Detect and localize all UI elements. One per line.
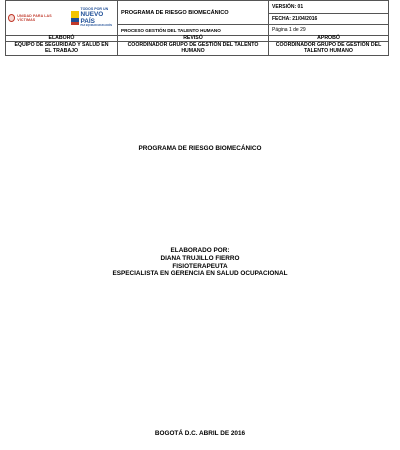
header-program-title: PROGRAMA DE RIESGO BIOMECÁNICO (118, 1, 269, 25)
unidad-victimas-logo (8, 14, 65, 22)
logo-line-1: TODOS POR UN (80, 7, 109, 12)
page-number-cell: Página 1 de 29 (269, 25, 389, 36)
author-profession: FISIOTERAPEUTA (172, 262, 228, 270)
logo-line-3: PAZ EQUIDAD EDUCACIÓN (80, 24, 112, 28)
colombia-flag-icon (71, 11, 79, 25)
author-name: DIANA TRUJILLO FIERRO (160, 254, 240, 262)
author-specialty: ESPECIALISTA EN GERENCIA EN SALUD OCUPACIONAL (112, 270, 288, 278)
elaborado-por-label: ELABORADO POR: (170, 247, 230, 254)
process-cell: PROCESO GESTIÓN DEL TALENTO HUMANO (118, 25, 269, 36)
date-cell: FECHA: 21/04/2016 (269, 14, 389, 25)
document-header-table (5, 0, 389, 56)
author-block (0, 247, 400, 278)
unidad-victimas-logo-text: UNIDAD PARA LAS VÍCTIMAS (17, 14, 52, 22)
todos-por-un-nuevo-pais-logo (71, 8, 115, 28)
aprobo-value: COORDINADOR GRUPO DE GESTIÓN DEL TALENTO HUMANO (275, 42, 382, 54)
elaboro-label: ELABORÓ (6, 36, 118, 42)
place-and-date: BOGOTÁ D.C. ABRIL DE 2016 (154, 430, 246, 437)
logos-cell (6, 1, 118, 36)
version-cell: VERSIÓN: 01 (269, 1, 389, 14)
document-title: PROGRAMA DE RIESGO BIOMECÁNICO (138, 145, 262, 152)
logo-line-2: NUEVO PAÍS (80, 10, 104, 25)
seal-icon (8, 14, 15, 22)
elaboro-value: EQUIPO DE SEGURIDAD Y SALUD EN EL TRABAJO (14, 42, 109, 54)
aprobo-label: APROBÓ (269, 36, 389, 42)
reviso-label: REVISÓ (118, 36, 269, 42)
reviso-value: COORDINADOR GRUPO DE GESTIÓN DEL TALENTO HUMANO (127, 42, 259, 54)
